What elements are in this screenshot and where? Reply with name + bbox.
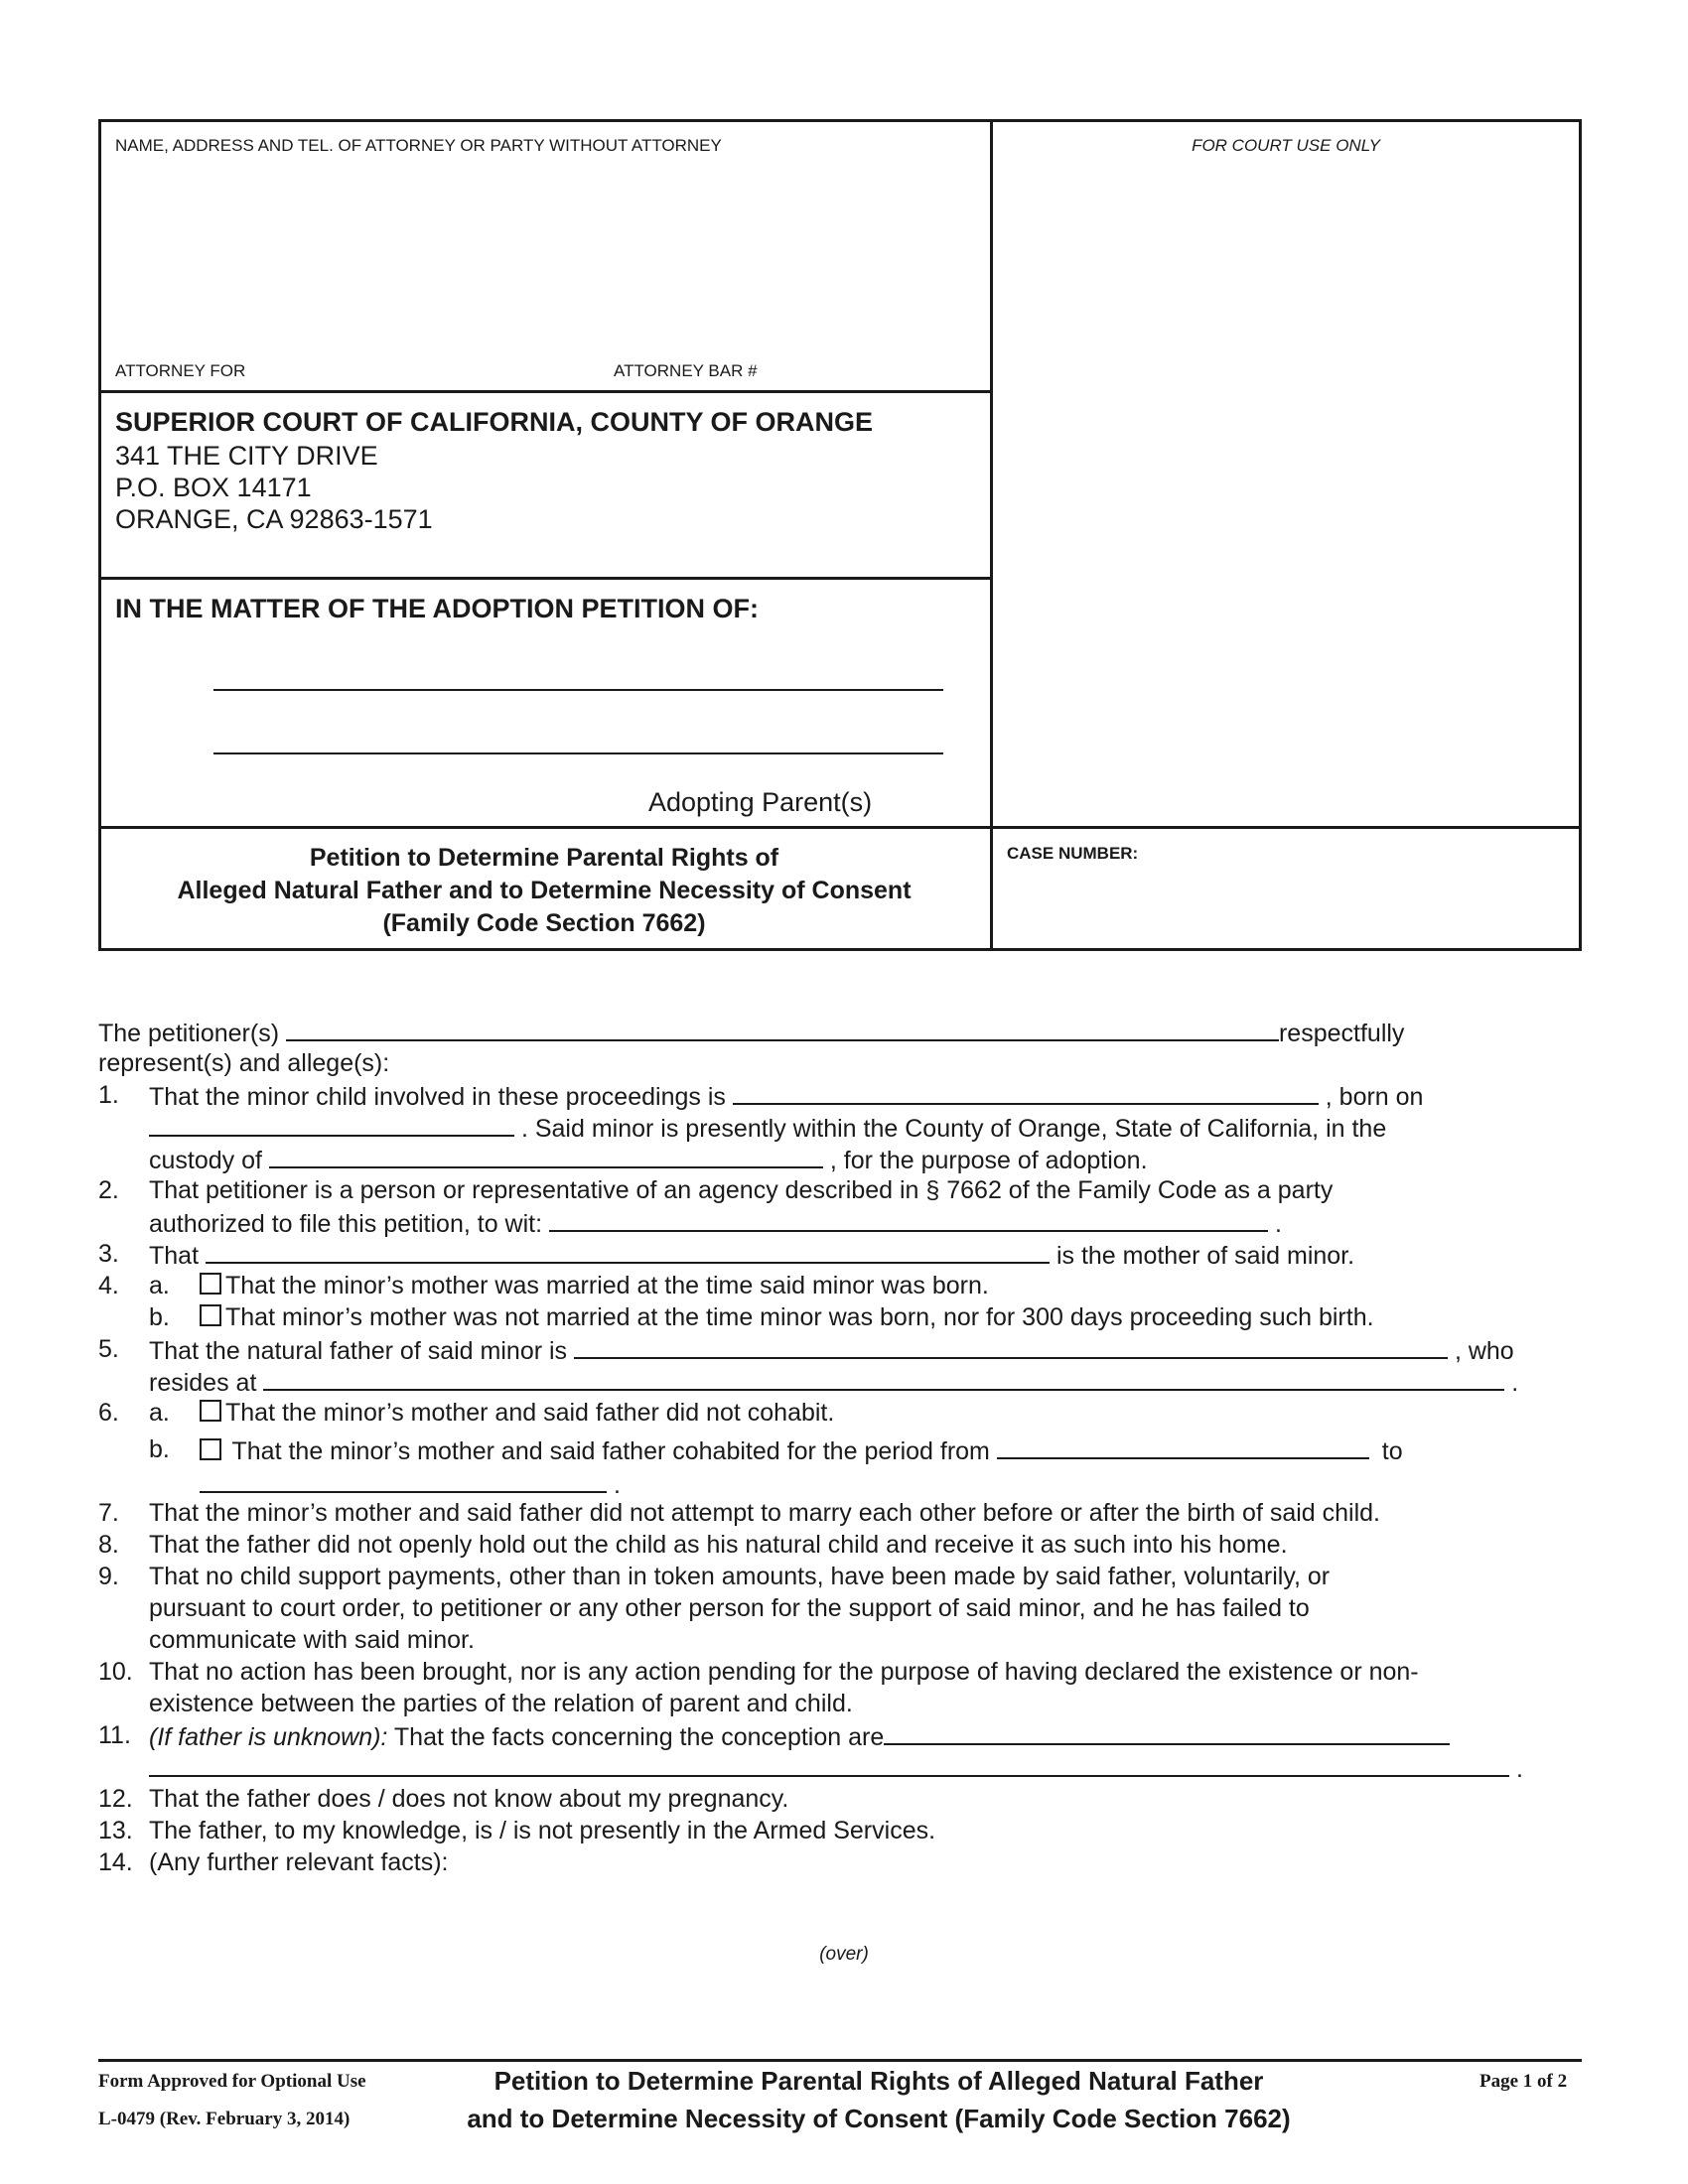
matter-label: IN THE MATTER OF THE ADOPTION PETITION OF: — [115, 594, 759, 623]
item-6b-to: to — [1381, 1437, 1403, 1465]
item-5-line-1 — [149, 1335, 1514, 1366]
item-1-line-3 — [149, 1145, 1148, 1175]
item-8-text: That the father did not openly hold out the child as his natural child and receive it as such into his home. — [149, 1531, 1288, 1559]
header-divider-attorney — [98, 390, 992, 393]
item-1-text-e: , for the purpose of adoption. — [829, 1147, 1148, 1174]
item-6-number: 6. — [98, 1399, 119, 1427]
conception-facts-field-2[interactable] — [149, 1753, 1509, 1777]
item-5-text-d: . — [1511, 1369, 1519, 1397]
footer-title-line-2: and to Determine Necessity of Consent (Family Code Section 7662) — [467, 2104, 1291, 2133]
item-4b-line — [200, 1303, 1374, 1332]
item-2-line-1: That petitioner is a person or representative of an agency described in § 7662 of the Family Code as a party — [149, 1176, 1334, 1204]
footer-approved: Form Approved for Optional Use — [98, 2071, 366, 2092]
item-5-line-2 — [149, 1367, 1518, 1398]
item-2-number: 2. — [98, 1176, 119, 1204]
item-3-text-a: That — [149, 1242, 200, 1270]
item-5-text-c: resides at — [149, 1369, 257, 1397]
agency-field[interactable] — [549, 1208, 1268, 1232]
item-11-text: That the facts concerning the conception are — [393, 1723, 885, 1751]
item-6a-text: That the minor’s mother and said father did not cohabit. — [225, 1399, 835, 1427]
court-address-1: 341 THE CITY DRIVE — [115, 441, 378, 471]
intro-respectfully: respectfully — [1278, 1020, 1405, 1047]
item-3-line — [149, 1240, 1354, 1271]
item-4-number: 4. — [98, 1272, 119, 1299]
item-13-text: The father, to my knowledge, is / is not presently in the Armed Services. — [149, 1817, 936, 1844]
item-11-line-2 — [149, 1753, 1523, 1784]
item-1-text-d: custody of — [149, 1147, 262, 1174]
item-11-end: . — [1515, 1755, 1523, 1783]
item-9-line-2: pursuant to court order, to petitioner or any other person for the support of said minor, and he has failed to — [149, 1594, 1310, 1622]
father-name-field[interactable] — [574, 1335, 1448, 1359]
item-3-text-b: is the mother of said minor. — [1055, 1242, 1355, 1270]
item-6a-letter: a. — [149, 1399, 170, 1427]
footer-form-number: L-0479 (Rev. February 3, 2014) — [98, 2109, 351, 2129]
item-11-line-1 — [149, 1721, 1450, 1752]
cohabit-to-field[interactable] — [200, 1469, 607, 1493]
item-11-italic: (If father is unknown): — [149, 1723, 388, 1751]
item-2-text-b: authorized to file this petition, to wit: — [149, 1210, 543, 1238]
court-name: SUPERIOR COURT OF CALIFORNIA, COUNTY OF ORANGE — [115, 407, 874, 437]
item-5-number: 5. — [98, 1335, 119, 1363]
minor-child-name-field[interactable] — [733, 1081, 1319, 1105]
birth-date-field[interactable] — [149, 1113, 514, 1137]
item-13-number: 13. — [98, 1817, 133, 1844]
item-14-number: 14. — [98, 1848, 133, 1876]
item-9-line-3: communicate with said minor. — [149, 1626, 475, 1654]
custody-of-field[interactable] — [269, 1145, 823, 1168]
item-1-text-b: , born on — [1325, 1083, 1424, 1111]
cohabit-from-field[interactable] — [997, 1435, 1369, 1459]
item-7-text: That the minor’s mother and said father did not attempt to marry each other before or after the birth of said child. — [149, 1499, 1381, 1527]
item-8-number: 8. — [98, 1531, 119, 1559]
footer-title — [427, 2062, 1331, 2137]
item-2-text-c: . — [1274, 1210, 1282, 1238]
item-1-line-1 — [149, 1081, 1423, 1112]
case-number-label: CASE NUMBER: — [1007, 844, 1139, 863]
item-4a-line — [200, 1272, 989, 1300]
intro-petitioner-label: The petitioner(s) — [98, 1020, 280, 1047]
item-9-number: 9. — [98, 1563, 119, 1590]
item-4b-text: That minor’s mother was not married at the time minor was born, nor for 300 days proceeding such birth. — [225, 1303, 1374, 1331]
item-3-number: 3. — [98, 1240, 119, 1268]
header-divider-title — [98, 826, 1582, 829]
item-6b-line-2 — [200, 1469, 621, 1500]
petition-title-line-2: Alleged Natural Father and to Determine Necessity of Consent — [177, 877, 912, 904]
adopting-parent-line-1[interactable] — [213, 689, 943, 691]
item-1-text-c: . Said minor is presently within the County of Orange, State of California, in the — [520, 1115, 1387, 1143]
item-1-number: 1. — [98, 1081, 119, 1109]
item-12-text: That the father does / does not know about my pregnancy. — [149, 1785, 789, 1813]
item-12-number: 12. — [98, 1785, 133, 1813]
over-note: (over) — [819, 1944, 869, 1965]
item-6b-letter: b. — [149, 1435, 170, 1463]
item-6a-line — [200, 1399, 834, 1428]
item-6a-checkbox[interactable] — [200, 1400, 221, 1422]
item-4a-checkbox[interactable] — [200, 1273, 221, 1295]
court-address-3: ORANGE, CA 92863-1571 — [115, 504, 433, 534]
attorney-bar-label: ATTORNEY BAR # — [614, 361, 758, 380]
footer-title-line-1: Petition to Determine Parental Rights of Alleged Natural Father — [493, 2066, 1264, 2096]
item-9-line-1: That no child support payments, other than in token amounts, have been made by said father, voluntarily, or — [149, 1563, 1331, 1590]
footer-page: Page 1 of 2 — [1479, 2071, 1568, 2092]
conception-facts-field-1[interactable] — [884, 1721, 1450, 1745]
item-10-number: 10. — [98, 1658, 133, 1686]
petition-title-line-1: Petition to Determine Parental Rights of — [309, 844, 779, 872]
item-1-text-a: That the minor child involved in these proceedings is — [149, 1083, 726, 1111]
intro-line-2: represent(s) and allege(s): — [98, 1049, 390, 1077]
petition-title-line-3: (Family Code Section 7662) — [382, 909, 706, 937]
item-2-line-2 — [149, 1208, 1282, 1239]
adopting-parents-label: Adopting Parent(s) — [648, 787, 873, 817]
intro-line — [98, 1018, 1404, 1048]
court-use-label: FOR COURT USE ONLY — [1192, 136, 1380, 155]
item-6b-text: That the minor’s mother and said father cohabited for the period from — [231, 1437, 990, 1465]
item-11-number: 11. — [98, 1721, 131, 1749]
item-6b-line — [200, 1435, 1403, 1466]
item-4a-text: That the minor’s mother was married at the time said minor was born. — [225, 1272, 989, 1299]
item-14-text: (Any further relevant facts): — [149, 1848, 449, 1876]
petition-title — [98, 842, 990, 940]
attorney-for-label: ATTORNEY FOR — [115, 361, 246, 380]
petitioner-name-field[interactable] — [286, 1018, 1279, 1041]
item-5-text-a: That the natural father of said minor is — [149, 1337, 568, 1365]
item-7-number: 7. — [98, 1499, 119, 1527]
item-6b-end: . — [613, 1471, 621, 1499]
item-1-line-2 — [149, 1113, 1386, 1144]
item-4b-checkbox[interactable] — [200, 1304, 221, 1326]
attorney-block-label: NAME, ADDRESS AND TEL. OF ATTORNEY OR PARTY WITHOUT ATTORNEY — [115, 136, 722, 155]
header-divider-court — [98, 577, 992, 580]
item-6b-checkbox[interactable] — [200, 1438, 221, 1460]
item-4b-letter: b. — [149, 1303, 170, 1331]
item-10-line-2: existence between the parties of the relation of parent and child. — [149, 1690, 853, 1717]
item-4a-letter: a. — [149, 1272, 170, 1299]
court-address-2: P.O. BOX 14171 — [115, 473, 312, 502]
item-5-text-b: , who — [1454, 1337, 1514, 1365]
father-address-field[interactable] — [263, 1367, 1504, 1391]
adopting-parent-line-2[interactable] — [213, 752, 943, 754]
mother-name-field[interactable] — [206, 1240, 1050, 1264]
item-10-line-1: That no action has been brought, nor is any action pending for the purpose of having declared the existence or non- — [149, 1658, 1419, 1686]
